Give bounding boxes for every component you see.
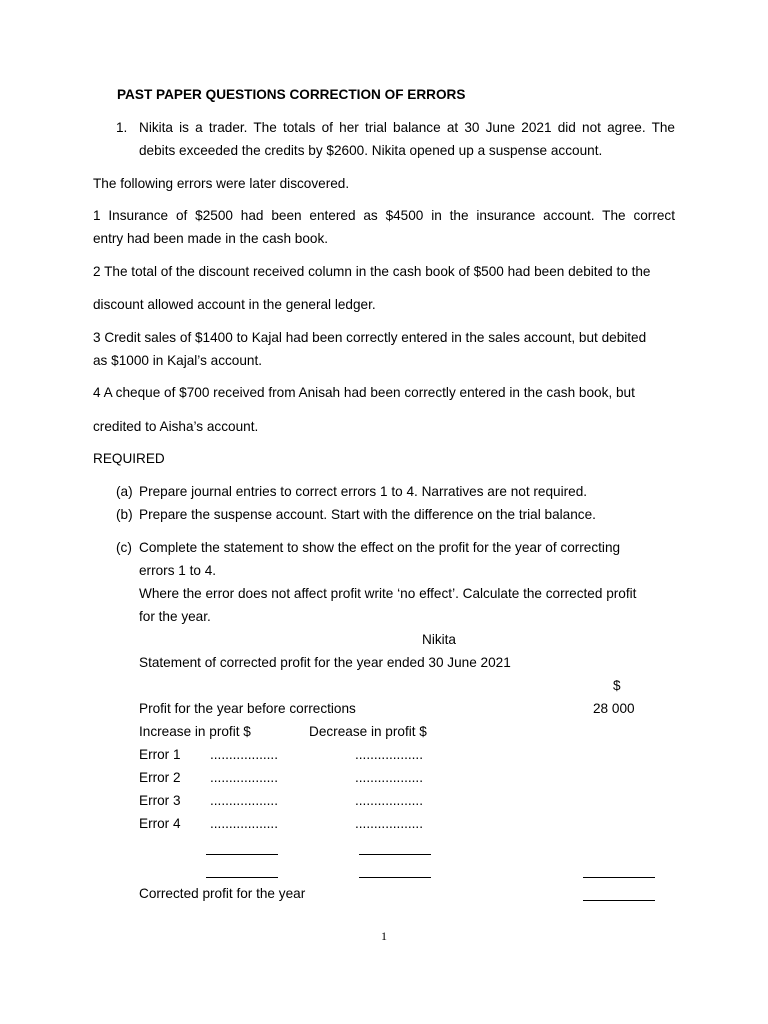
error-1-line-1: 1 Insurance of $2500 had been entered as $4500 in the insurance account. The correct <box>93 208 675 223</box>
question-number: 1. <box>116 120 128 135</box>
error-4-line-1: 4 A cheque of $700 received from Anisah had been correctly entered in the cash book, but <box>93 385 635 400</box>
increase-header: Increase in profit $ <box>139 724 251 739</box>
currency-header: $ <box>613 678 621 693</box>
corrected-profit-rule <box>583 900 655 901</box>
error-4-line-2: credited to Aisha’s account. <box>93 419 259 434</box>
part-c-text-line-4: for the year. <box>139 609 211 624</box>
part-c-label: (c) <box>116 540 132 555</box>
net-adjustment-rule <box>583 877 655 878</box>
error-2-line-1: 2 The total of the discount received column in the cash book of $500 had been debited to the <box>93 264 651 279</box>
part-b-label: (b) <box>116 507 133 522</box>
part-a-label: (a) <box>116 484 133 499</box>
question-text-line-2: debits exceeded the credits by $2600. Nikita opened up a suspense account. <box>139 143 603 158</box>
error-row-decrease: .................. <box>355 747 423 762</box>
page-number: 1 <box>381 929 387 943</box>
error-row-increase: .................. <box>210 793 278 808</box>
part-c-text-line-3: Where the error does not affect profit write ‘no effect’. Calculate the corrected profit <box>139 586 637 601</box>
increase-total-rule <box>206 877 278 878</box>
decrease-header: Decrease in profit $ <box>309 724 427 739</box>
error-row-label: Error 1 <box>139 747 181 762</box>
profit-before-label: Profit for the year before corrections <box>139 701 356 716</box>
errors-intro: The following errors were later discovered. <box>93 176 350 191</box>
part-b-text: Prepare the suspense account. Start with the difference on the trial balance. <box>139 507 596 522</box>
error-row-increase: .................. <box>210 770 278 785</box>
error-row-decrease: .................. <box>355 816 423 831</box>
statement-heading: Statement of corrected profit for the year ended 30 June 2021 <box>139 655 511 670</box>
decrease-total-rule <box>359 877 431 878</box>
corrected-profit-label: Corrected profit for the year <box>139 886 306 901</box>
error-row-decrease: .................. <box>355 793 423 808</box>
increase-subtotal-rule <box>206 854 278 855</box>
error-row-label: Error 3 <box>139 793 181 808</box>
part-c-text-line-1: Complete the statement to show the effect on the profit for the year of correcting <box>139 540 621 555</box>
question-text-line-1: Nikita is a trader. The totals of her trial balance at 30 June 2021 did not agree. The <box>139 120 675 135</box>
profit-before-value: 28 000 <box>593 701 635 716</box>
part-a-text: Prepare journal entries to correct errors 1 to 4. Narratives are not required. <box>139 484 588 499</box>
error-row-label: Error 4 <box>139 816 181 831</box>
part-c-text-line-2: errors 1 to 4. <box>139 563 217 578</box>
decrease-subtotal-rule <box>359 854 431 855</box>
statement-name: Nikita <box>422 632 456 647</box>
document-title: PAST PAPER QUESTIONS CORRECTION OF ERRORS <box>117 87 466 102</box>
error-row-decrease: .................. <box>355 770 423 785</box>
error-1-line-2: entry had been made in the cash book. <box>93 231 329 246</box>
error-3-line-1: 3 Credit sales of $1400 to Kajal had been correctly entered in the sales account, but debited <box>93 330 647 345</box>
error-2-line-2: discount allowed account in the general ledger. <box>93 297 376 312</box>
error-row-label: Error 2 <box>139 770 181 785</box>
error-3-line-2: as $1000 in Kajal’s account. <box>93 353 263 368</box>
error-row-increase: .................. <box>210 816 278 831</box>
required-heading: REQUIRED <box>93 451 165 466</box>
error-row-increase: .................. <box>210 747 278 762</box>
